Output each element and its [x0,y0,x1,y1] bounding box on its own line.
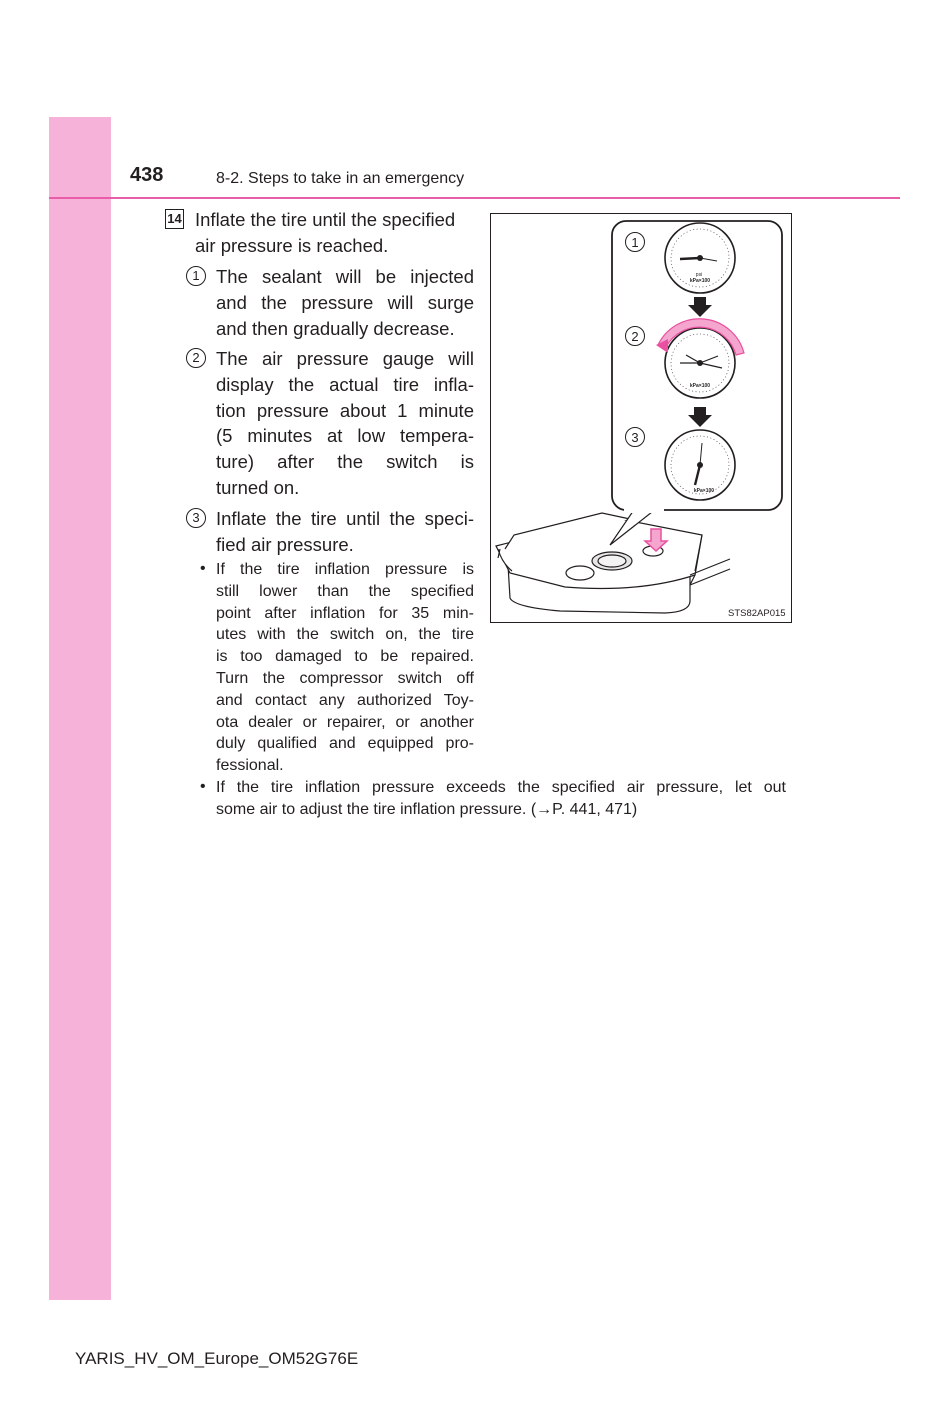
text-line: ota dealer or repairer, or another [216,713,474,731]
text-line: If the tire inflation pressure exceeds the specified air pressure, let out [216,779,786,796]
text-line: ture) after the switch is [216,451,474,473]
text-line: Inflate the tire until the speci- [216,508,474,529]
svg-text:2: 2 [631,329,639,344]
figure-code: STS82AP015 [728,608,786,619]
gauge-icon [665,430,735,500]
section-title: 8-2. Steps to take in an emergency [216,170,465,187]
substep-marker-2: 2 [186,348,206,368]
text-line: The air pressure gauge will [216,348,474,369]
text-line: The sealant will be injected [216,266,474,287]
svg-text:3: 3 [631,430,639,445]
header-rule [49,197,900,199]
text-line: Turn the compressor switch off [216,669,474,687]
substep-2-text [216,346,474,501]
substep-marker-3: 3 [186,508,206,528]
text-line: point after inflation for 35 min- [216,604,474,622]
text-line: turned on. [216,476,300,498]
bullet-dot: • [200,560,206,577]
text-line: (5 minutes at low tempera- [216,425,474,447]
text-line: and the pressure will surge [216,291,474,313]
text-line: is too damaged to be repaired. [216,648,474,666]
text-line: If the tire inflation pressure is [216,561,474,578]
text-line: and then gradually decrease. [216,317,455,339]
svg-text:kPa×100: kPa×100 [689,278,711,284]
text-line: still lower than the specified [216,582,474,600]
text-line: some air to adjust the tire inflation pressure. (→P. 441, 471) [216,800,638,818]
bullet-2-text [216,777,786,821]
text-line: fied air pressure. [216,533,354,555]
svg-text:1: 1 [631,235,639,250]
text-line: tion pressure about 1 minute [216,399,474,421]
substep-3-text [216,506,474,558]
bullet-1-text [216,559,474,777]
svg-text:kPa×100: kPa×100 [693,488,715,494]
substep-marker-1: 1 [186,266,206,286]
step-title-line: air pressure is reached. [195,234,389,256]
step-title [195,207,475,259]
chapter-sidebar-tab [49,117,111,1300]
compressor-gauge-illustration [490,213,792,623]
figure-marker-1 [626,233,645,252]
figure-marker-3 [626,428,645,447]
step-number-badge: 14 [165,209,184,229]
figure-marker-2 [626,327,645,346]
page-number: 438 [130,164,164,186]
text-line: duly qualified and equipped pro- [216,735,474,753]
svg-text:psi: psi [695,272,703,278]
gauge-icon [665,223,735,293]
step-title-line: Inflate the tire until the specified [195,209,456,230]
text-line: utes with the switch on, the tire [216,626,474,644]
bullet-dot: • [200,778,206,795]
text-line: and contact any authorized Toy- [216,691,474,709]
text-line: display the actual tire infla- [216,373,474,395]
svg-text:kPa×100: kPa×100 [689,383,711,389]
document-id: YARIS_HV_OM_Europe_OM52G76E [75,1349,359,1368]
substep-1-text [216,264,474,341]
text-line: fessional. [216,757,284,775]
